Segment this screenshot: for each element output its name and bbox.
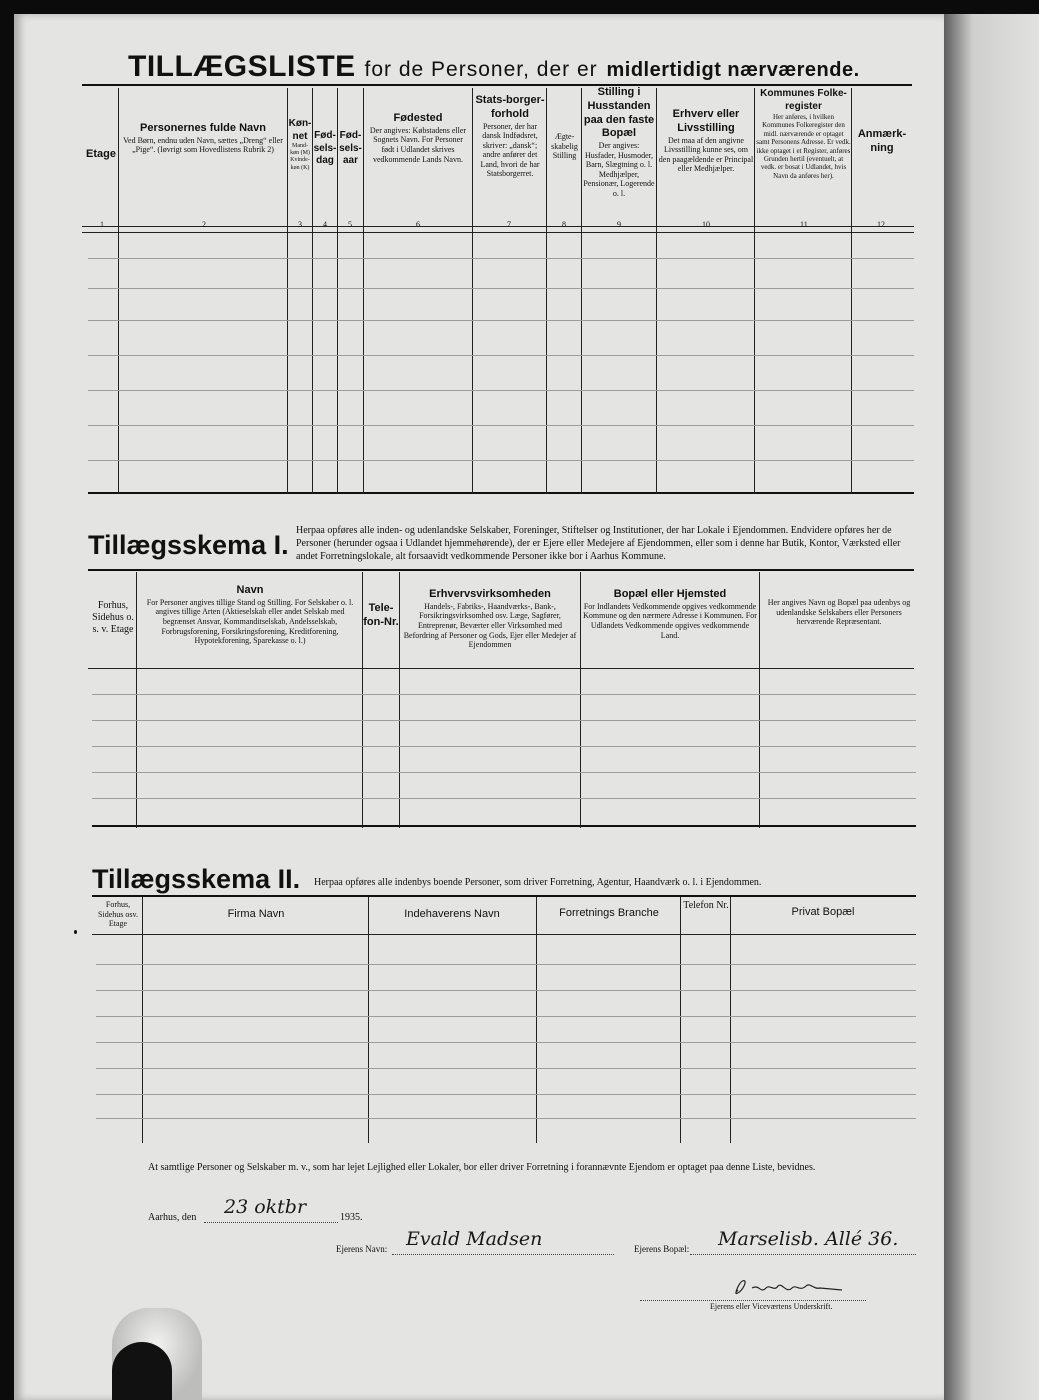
skema1-description: Herpaa opføres alle inden- og udenlandske Selskaber, Foreninger, Stiftelser og Institutioner, der har Lokale i Ejendommen. Endvidere opføres her de Personer (herunder ogsaa i Udlandet hjemmehørende), der er Ejere eller Medejere af Ejendommen, eller som i denne har Butik, Kontor, Værksted eller andet Forretningslokale, alt forsaavidt vedkommende Personer ikke bor i Aarhus Kommune.	[296, 525, 901, 562]
s1-header-navn: Navn For Personer angives tillige Stand og Stilling. For Selskaber o. l. angives tillige Arten (Aktieselskab eller andet Selskab med begrænset Ansvar, Kommanditselskab, Andelsselskab, Forbrugsforening, Forsikringsforening, Kreditforening, Hypotekforening, Sparekasse o. l.)	[146, 584, 354, 646]
s2-header-firma: Firma Navn	[227, 908, 285, 920]
col-num: 1	[100, 220, 104, 229]
facing-page	[944, 14, 1039, 1400]
s1-header-erhverv: Erhvervsvirksomheden Handels-, Fabriks-, Haandværks-, Bank-, Forsikringsvirksomhed osv. Læge, Sagfører, Entreprenør, Beværter eller Virksomhed med Befordring af Personer og Gods, Ejer eller Medejer af Ejendommen	[403, 588, 577, 650]
col-num: 4	[323, 220, 327, 229]
signature-label: Ejerens eller Viceværtens Underskrift.	[710, 1302, 833, 1311]
handwritten-date: 23 oktbr	[224, 1196, 307, 1218]
s1-header-telefon: Tele-fon-Nr.	[363, 602, 399, 628]
header-foedselsdag: Fød-sels-dag	[313, 130, 337, 166]
col-num: 3	[298, 220, 302, 229]
skema2-description: Herpaa opføres alle indenbys boende Personer, som driver Forretning, Agentur, Haandværk o. l. i Ejendommen.	[314, 877, 762, 888]
col-num: 5	[348, 220, 352, 229]
col-num: 6	[416, 220, 420, 229]
col-num: 7	[507, 220, 511, 229]
header-statsborger: Stats-borger-forhold Personer, der har dansk Indfødsret, skriver: „dansk“; andre anfører det Land, hvori de har Statsborgerret.	[475, 94, 545, 179]
col-num: 12	[877, 220, 885, 229]
owner-name-label: Ejerens Navn:	[336, 1244, 388, 1254]
header-foedselsaar: Fød-sels-aar	[339, 130, 362, 166]
binder-clip-shadow	[112, 1342, 172, 1400]
s2-header-branche: Forretnings Branche	[559, 907, 659, 919]
signature-image	[730, 1274, 860, 1305]
skema2-title: Tillægsskema II.	[92, 864, 301, 894]
s2-header-indehaver: Indehaverens Navn	[404, 908, 500, 920]
header-husstand: Stilling i Husstanden paa den faste Bopæl Der angives: Husfader, Husmoder, Barn, Slægtning o. l. Medhjælper, Pensionær, Logerende o. l.	[583, 86, 655, 198]
title-main: TILLÆGSLISTE	[128, 50, 356, 83]
title-mid: for de Personer, der er	[364, 58, 598, 81]
header-etage: Etage	[86, 148, 116, 160]
handwritten-owner-name: Evald Madsen	[406, 1228, 543, 1250]
s1-header-etage: Forhus, Sidehus o. s. v. Etage	[92, 600, 134, 635]
header-anmaerkning: Anmærk-ning	[857, 128, 907, 154]
footer-city: Aarhus, den	[148, 1212, 197, 1223]
footer-year: 1935.	[340, 1212, 363, 1223]
s2-header-telefon: Telefon Nr.	[683, 900, 729, 911]
handwritten-owner-address: Marselisb. Allé 36.	[718, 1228, 899, 1250]
owner-address-label: Ejerens Bopæl:	[634, 1244, 690, 1254]
page-title	[128, 50, 860, 84]
skema1-title: Tillægsskema I.	[88, 530, 289, 560]
header-aegteskab: Ægte-skabelig Stilling	[551, 132, 578, 161]
col-num: 8	[562, 220, 566, 229]
header-foedested: Fødested Der angives: Købstadens eller Sognets Navn. For Personer født i Udlandet skrives vedkommende Lands Navn.	[369, 112, 467, 164]
col-num: 11	[800, 220, 808, 229]
header-koen: Køn-net Mand-køn (M) Kvinde-køn (K)	[288, 118, 312, 171]
s1-header-repraesentant: Her angives Navn og Bopæl paa udenbys og udenlandske Selskabers eller Personers herværende Repræsentant.	[767, 598, 911, 627]
col-num: 9	[617, 220, 621, 229]
ink-mark	[74, 930, 77, 934]
footer-statement: At samtlige Personer og Selskaber m. v., som har lejet Lejlighed eller Lokaler, bor eller driver Forretning i forannævnte Ejendom er optaget paa denne Liste, bevidnes.	[148, 1162, 816, 1173]
col-num: 2	[202, 220, 206, 229]
s2-header-bopael: Privat Bopæl	[791, 906, 855, 918]
header-folkeregister: Kommunes Folke-register Her anføres, i hvilken Kommunes Folkeregister den midl. nærværende er optaget samt Personens Adresse. Er vedk. ikke optaget i et Register, anføres Grunden hertil (eventuelt, at vedk. er bosat i Udlandet, hvis Navn da anføres her).	[756, 88, 851, 180]
title-bold: midlertidigt nærværende.	[606, 59, 860, 81]
s1-header-bopael: Bopæl eller Hjemsted For Indlandets Vedkommende opgives vedkommende Kommune og den nærmere Adresse i Kommunen. For Udlandets Vedkommende opgives vedkommende Land.	[583, 588, 757, 640]
s2-header-etage: Forhus, Sidehus osv. Etage	[98, 900, 138, 929]
col-num: 10	[702, 220, 710, 229]
header-navn: Personernes fulde Navn Ved Børn, endnu uden Navn, sættes „Dreng“ eller „Pige“. (Iøvrigt som Hovedlistens Rubrik 2)	[123, 122, 283, 155]
header-erhverv: Erhverv eller Livsstilling Det maa af den angivne Livsstilling kunne ses, om den paagældende er Principal eller Medhjælper.	[658, 108, 754, 174]
